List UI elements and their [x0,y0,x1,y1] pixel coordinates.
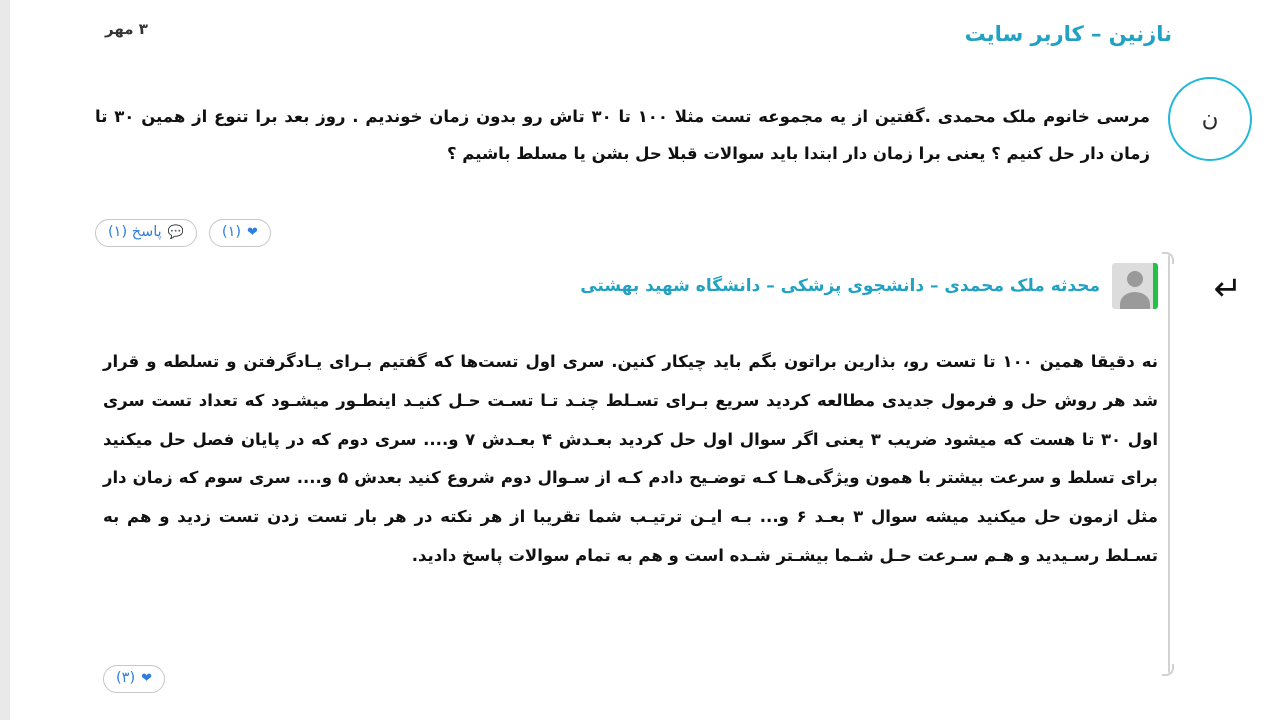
heart-icon: ❤ [247,224,258,240]
reply-arrow-icon: ↵ [1213,269,1242,309]
post-reply-button[interactable] [95,219,197,247]
avatar-body-shape [1120,292,1150,309]
avatar-initial: ن [1201,106,1219,132]
reply-author-name[interactable]: محدثه ملک محمدی – دانشجوی پزشکی – دانشگاه شهید بهشتی [580,276,1100,296]
reply-like-count: (۳) [116,670,136,686]
post-reply-label: پاسخ (۱) [108,224,162,240]
heart-icon: ❤ [141,670,153,686]
post-like-count: (۱) [221,224,242,240]
left-rail-decoration [0,0,10,720]
post-like-button[interactable] [209,219,271,247]
reply-header [580,263,1158,309]
reply-body-text: نه دقیقا همین ۱۰۰ تا تست رو، بذارین براتون بگم باید چیکار کنین. سری اول تست‌ها که گفتیم بـرای یـادگرفتن و تسلطه و قرار شد هر روش حل و فرمول جدیدی مطالعه کردید سریع بـرای تسـلط چنـد تـا تسـت حـل کنیـد اینطـور میشـود که تعداد تست سری اول ۳۰ تا هست که میشود ضریب ۳ یعنی اگر سوال اول حل کردید بعـدش ۴ بعـدش ۷ و.... سری دوم که در پایان فصل حل میکنید برای تسلط و سرعت بیشتر با همون ویژگی‌هـا کـه توضـیح دادم کـه از سـوال دوم شروع کنید بعدش ۵ و.... سری سوم که زمان دار مثل ازمون حل میکنید میشه سوال ۳ بعـد ۶ و... بـه ایـن ترتیـب شما تقریبا از هر نکته در هر بار تست زدن تست زدید و هم به تسـلط رسـیدید و هـم سـرعت حـل شـما بیشـتر شـده است و هم به تمام سوالات پاسخ دادید. [103,352,1159,565]
reply-actions [103,665,165,693]
reply-block [95,255,1180,702]
post-actions [95,219,271,247]
post-body-text: مرسی خانوم ملک محمدی .گفتین از یه مجموعه تست مثلا ۱۰۰ تا ۳۰ تاش رو بدون زمان خوندیم . روز بعد برا تنوع از همین ۳۰ تا زمان دار حل کنیم ؟ یعنی برا زمان دار ابتدا باید سوالات قبلا حل بشن یا مسلط باشیم ؟ [95,107,1151,164]
avatar-head-shape [1127,271,1143,287]
post-author-name[interactable]: نازنین – کاربر سایت [964,22,1172,46]
post-date: ۳ مهر [105,20,148,38]
avatar[interactable] [1168,77,1252,161]
comment-icon: 💬 [167,224,184,240]
reply-like-button[interactable] [103,665,165,693]
online-status-indicator [1153,263,1158,309]
reply-bracket-decoration [1168,255,1170,673]
user-avatar-icon[interactable] [1112,263,1158,309]
